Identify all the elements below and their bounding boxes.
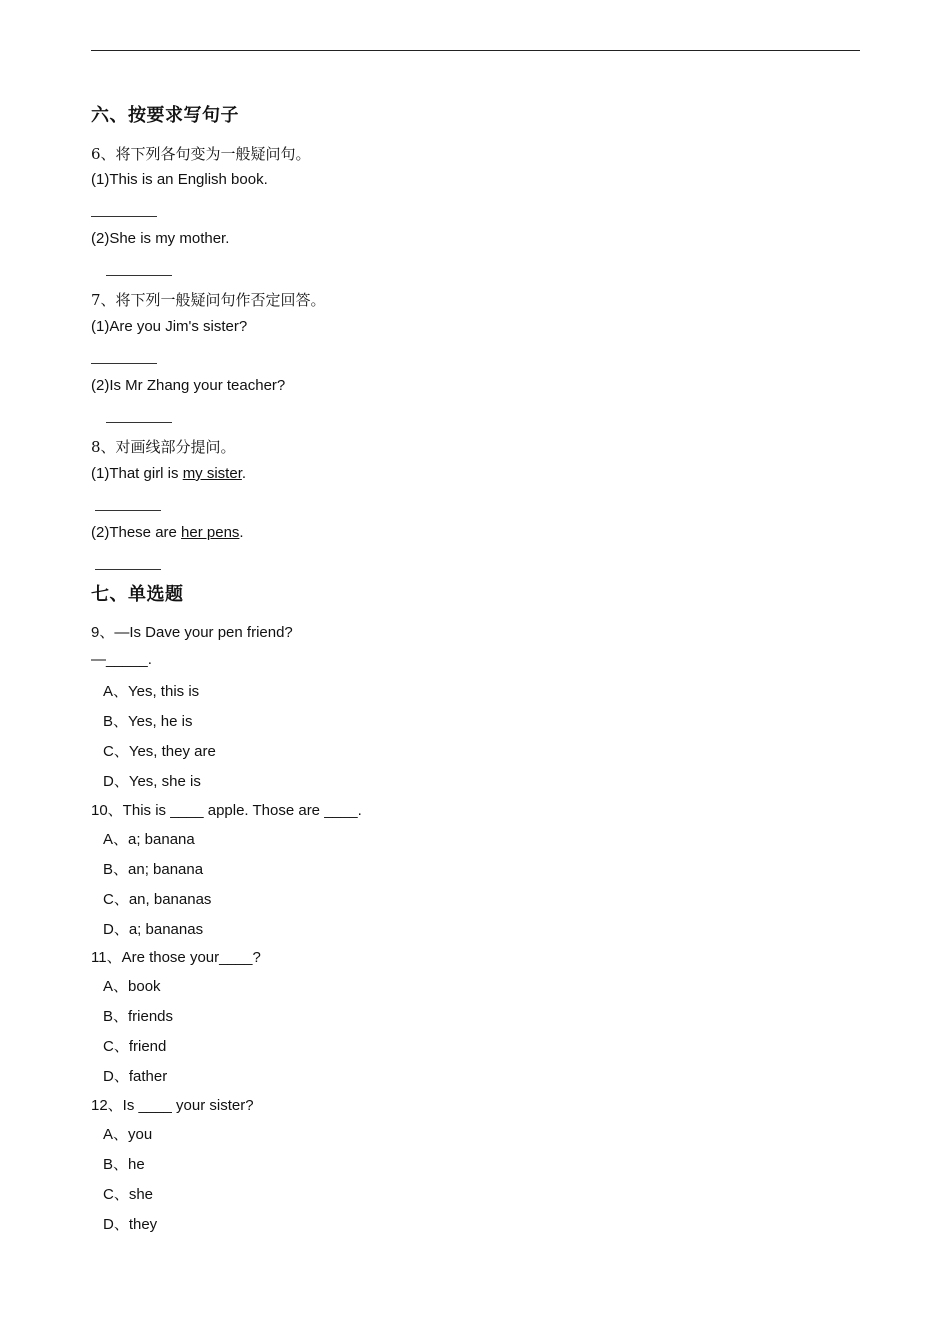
option-12-c[interactable]: C、she — [103, 1186, 154, 1203]
answer-blank-8-2[interactable] — [95, 569, 161, 570]
question-9-stem-reply: —_____. — [91, 651, 152, 668]
option-10-b[interactable]: B、an; banana — [103, 861, 204, 878]
option-10-c[interactable]: C、an, bananas — [103, 891, 212, 908]
answer-blank-6-2[interactable] — [106, 275, 172, 276]
question-8-item-1: (1)That girl is my sister. — [91, 465, 247, 482]
underlined-phrase: her pens — [181, 524, 240, 541]
option-12-d[interactable]: D、they — [103, 1216, 158, 1233]
option-9-c[interactable]: C、Yes, they are — [103, 743, 216, 760]
question-8-stem: 8、对画线部分提问。 — [91, 438, 236, 456]
option-11-d[interactable]: D、father — [103, 1068, 168, 1085]
underlined-phrase: my sister — [182, 465, 242, 482]
option-9-b[interactable]: B、Yes, he is — [103, 713, 193, 730]
option-12-a[interactable]: A、you — [103, 1126, 153, 1143]
question-8-item-2: (2)These are her pens. — [91, 524, 244, 541]
option-10-d[interactable]: D、a; bananas — [103, 921, 204, 938]
option-12-b[interactable]: B、he — [103, 1156, 145, 1173]
answer-blank-8-1[interactable] — [95, 510, 161, 511]
question-10-stem: 10、This is ____ apple. Those are ____. — [91, 802, 362, 819]
question-6-item-1: (1)This is an English book. — [91, 171, 268, 188]
question-11-stem: 11、Are those your____? — [91, 949, 261, 966]
question-6-item-2: (2)She is my mother. — [91, 230, 230, 247]
option-11-a[interactable]: A、book — [103, 978, 161, 995]
question-7-item-2: (2)Is Mr Zhang your teacher? — [91, 377, 286, 394]
option-11-b[interactable]: B、friends — [103, 1008, 174, 1025]
question-7-item-1: (1)Are you Jim's sister? — [91, 318, 248, 335]
question-6-stem: 6、将下列各句变为一般疑问句。 — [91, 145, 311, 163]
answer-blank-7-1[interactable] — [91, 363, 157, 364]
answer-blank-7-2[interactable] — [106, 422, 172, 423]
answer-blank-6-1[interactable] — [91, 216, 157, 217]
option-9-d[interactable]: D、Yes, she is — [103, 773, 201, 790]
question-9-stem: 9、—Is Dave your pen friend? — [91, 624, 293, 641]
top-rule — [91, 50, 860, 51]
question-12-stem: 12、Is ____ your sister? — [91, 1097, 254, 1114]
question-7-stem: 7、将下列一般疑问句作否定回答。 — [91, 291, 326, 309]
section-7-title: 七、单选题 — [91, 584, 184, 605]
section-6-title: 六、按要求写句子 — [91, 105, 239, 126]
option-9-a[interactable]: A、Yes, this is — [103, 683, 200, 700]
option-11-c[interactable]: C、friend — [103, 1038, 167, 1055]
option-10-a[interactable]: A、a; banana — [103, 831, 195, 848]
